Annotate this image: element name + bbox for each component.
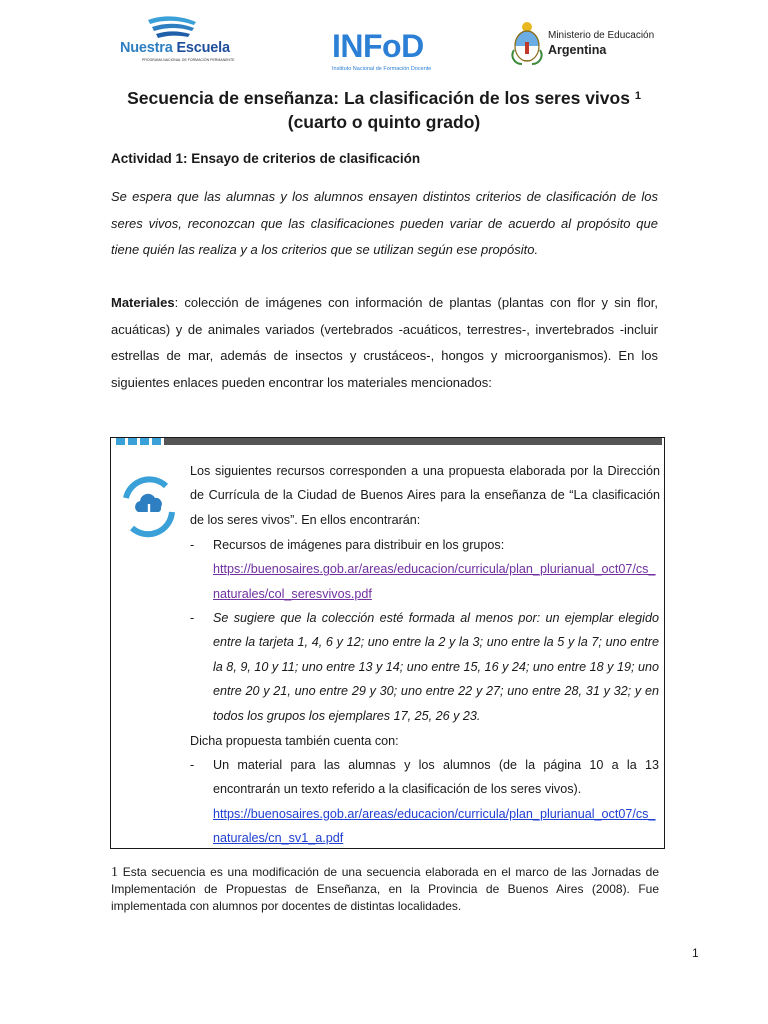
bullet-material [213,753,659,851]
infod-logo [328,22,448,74]
title-line2: (cuarto o quinto grado) [287,112,481,132]
document-title [90,86,678,134]
ministerio-line2: Argentina [548,43,607,57]
materials-text: : colección de imágenes con información de plantas (plantas con flor y sin flor, acuáticas) y de animales variados (vertebrados -acuáticos, terrestres-, invertebrados -incluir estrellas de mar, además de insectos y crustáceos-, hongos y microorganismos). En los siguientes enlaces pueden encontrar los materiales mencionados: [111,295,658,390]
title-footnote-ref: 1 [634,90,641,102]
intro-paragraph: Se espera que las alumnas y los alumnos ensayen distintos criterios de clasificación de los seres vivos, reconozcan que las clasificaciones pueden variar de acuerdo al propósito que tiene quién las realiza y a los criterios que se utilizan según ese propósito. [111,189,658,257]
activity-heading: Actividad 1: Ensayo de criterios de clasificación [111,151,421,166]
cloud-download-icon [120,476,178,538]
coat-of-arms-icon [510,20,544,66]
bullet-dash-1: - [190,538,195,552]
box-intro: Los siguientes recursos corresponden a una propuesta elaborada por la Dirección de Currícula de la Ciudad de Buenos Aires para la enseñanza de “La clasificación de los seres vivos”. En ellos encontrarán: [190,464,660,527]
bullet-collection: Se sugiere que la colección esté formada al menos por: un ejemplar elegido entre la tarjeta 1, 4, 6 y 12; uno entre la 2 y la 3; uno entre la 5 y la 7; uno entre la 8, 9, 10 y 11; uno entre 13 y 14; uno entre 15, 16 y 24; uno entre 18 y 19; uno entre 20 y 21, uno entre 29 y 30; uno entre 22 y 27; uno entre 28, 31 y 32; y en todos los grupos los ejemplares 17, 25, 26 y 23. [213,611,659,723]
box-also: Dicha propuesta también cuenta con: [190,734,399,748]
page-number: 1 [692,946,699,960]
title-line1: Secuencia de enseñanza: La clasificación de los seres vivos [127,88,635,108]
bullet-dash-2: - [190,611,195,625]
bullet-images-text: Recursos de imágenes para distribuir en los grupos: [213,538,505,552]
ministerio-logo [510,20,660,68]
bullet-dash-3: - [190,758,195,772]
materials-paragraph [111,290,658,396]
infod-logo-subtitle: Instituto Nacional de Formación Docente [332,66,432,72]
material-pdf-link[interactable]: https://buenosaires.gob.ar/areas/educacion/curricula/plan_plurianual_oct07/cs_naturales/cn_sv1_a.pdf [213,806,656,846]
bullet-images [213,533,659,606]
footnote-text: Esta secuencia es una modificación de una secuencia elaborada en el marco de las Jornadas de Implementación de Propuestas de Enseñanza, en la Provincia de Buenos Aires (2008). Fue implementada con alumnos por docentes de distintas localidades. [111,865,659,913]
footnote-number: 1 [111,865,118,880]
footnote [111,864,659,915]
materials-label: Materiales [111,295,175,310]
bullet-material-text: Un material para las alumnas y los alumnos (de la página 10 a la 13 encontrarán un texto referido a la clasificación de los seres vivos). [213,758,659,797]
images-pdf-link[interactable]: https://buenosaires.gob.ar/areas/educacion/curricula/plan_plurianual_oct07/cs_naturales/col_seresvivos.pdf [213,562,656,601]
box-decor-bar [164,438,662,445]
nuestra-escuela-logo [112,14,242,66]
logo-ne-subtitle: PROGRAMA NACIONAL DE FORMACIÓN PERMANENTE [142,58,235,62]
logo-nuestra-text: Nuestra [120,40,173,56]
infod-logo-text: INFoD [332,28,424,64]
ministerio-line1: Ministerio de Educación [548,30,655,41]
logo-escuela-text: Escuela [176,40,230,56]
